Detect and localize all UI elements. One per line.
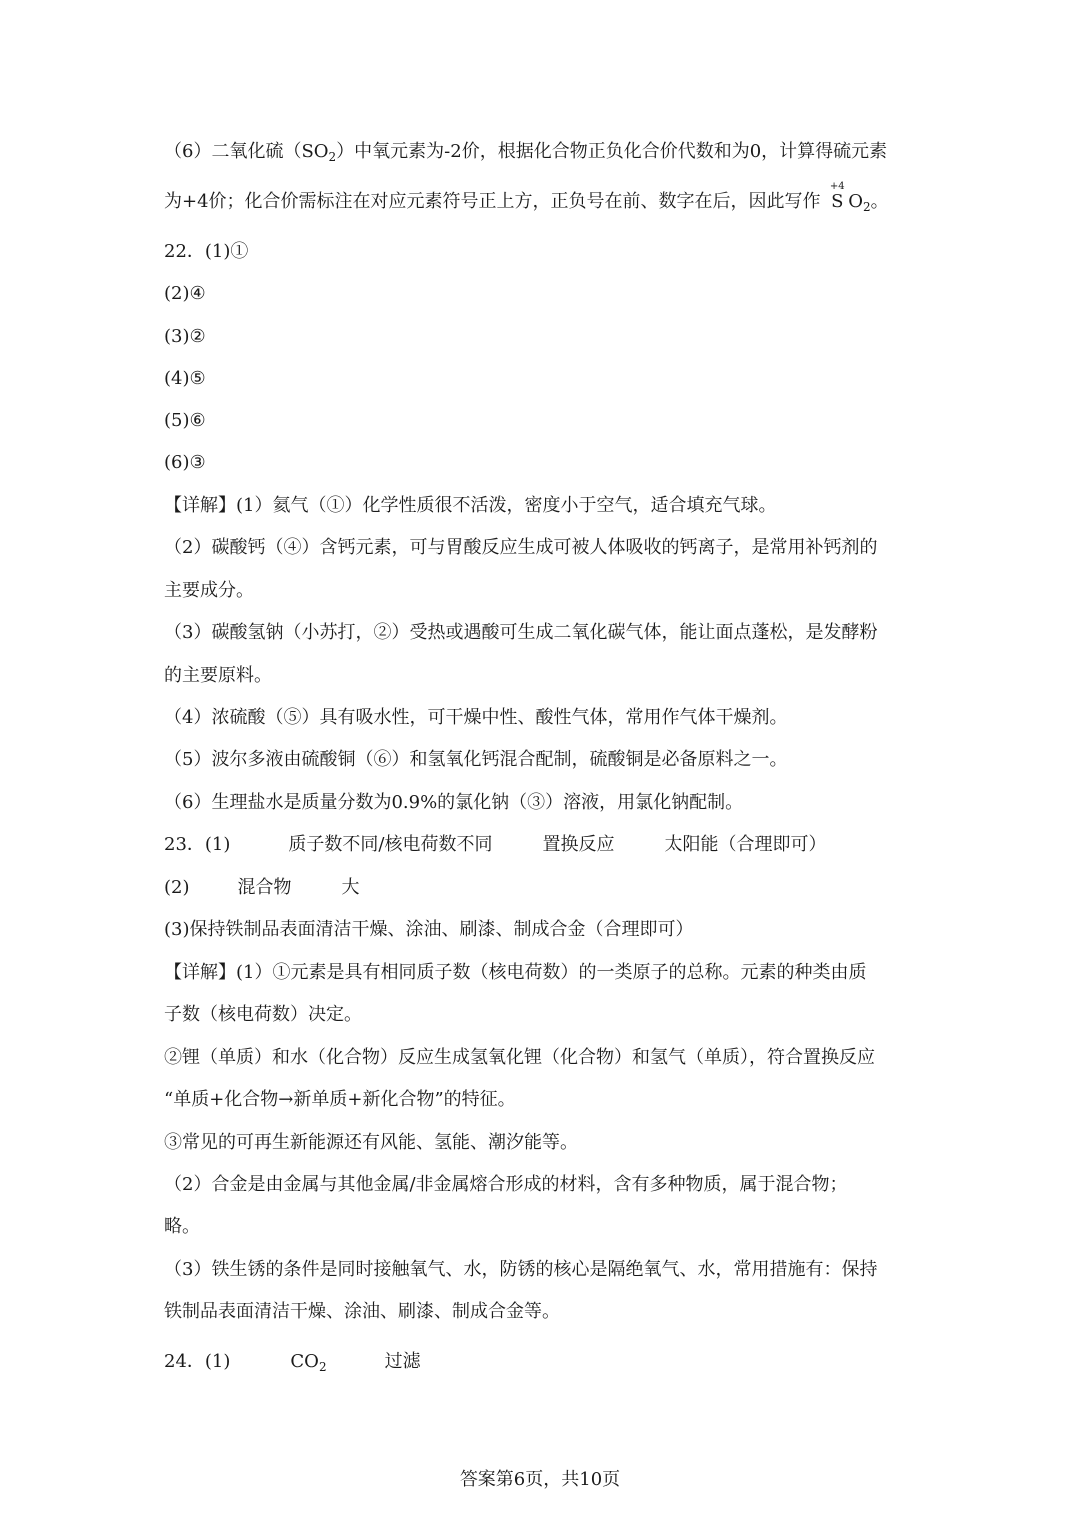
q23-explanation-line: “单质+化合物→新单质+新化合物”的特征。	[164, 1089, 516, 1110]
formula-element: O	[848, 191, 864, 212]
question-number: 23．(1)	[164, 834, 231, 855]
valence-charge: +4	[829, 181, 845, 192]
page-footer: 答案第6页，共10页	[459, 1469, 621, 1490]
text-segment: 。	[870, 191, 889, 212]
question-number: (2)	[164, 877, 190, 898]
q22-answer-4: (4)⑤	[164, 368, 206, 389]
subscript: 2	[318, 1360, 327, 1374]
q22-explanation-line: （2）碳酸钙（④）含钙元素，可与胃酸反应生成可被人体吸收的钙离子，是常用补钙剂的	[164, 537, 878, 558]
q22-explanation-line: （3）碳酸氢钠（小苏打，②）受热或遇酸可生成二氧化碳气体，能让面点蓬松，是发酵粉	[164, 622, 878, 643]
q23-explanation-line: 略。	[164, 1216, 200, 1237]
q22-answer-6: (6)③	[164, 452, 206, 473]
q23-explanation-line: （2）合金是由金属与其他金属/非金属熔合形成的材料，含有多种物质，属于混合物；	[164, 1174, 848, 1195]
q24-answer-1	[164, 1350, 930, 1374]
q21-6-line-1	[164, 140, 930, 164]
q23-answer-1	[164, 833, 930, 857]
q23-explanation-line: ②锂（单质）和水（化合物）反应生成氢氧化锂（化合物）和氢气（单质），符合置换反应	[164, 1047, 875, 1068]
q22-explanation-line: 的主要原料。	[164, 665, 272, 686]
subscript: 2	[863, 200, 871, 214]
subscript: 2	[328, 150, 337, 164]
q22-explanation-line: （5）波尔多液由硫酸铜（⑥）和氢氧化钙混合配制，硫酸铜是必备原料之一。	[164, 749, 788, 770]
text-segment: 为+4价；化合价需标注在对应元素符号正上方，正负号在前、数字在后，因此写作	[164, 191, 821, 212]
q23-answer-2	[164, 876, 930, 900]
q22-answer-1: 22．(1)①	[164, 241, 249, 262]
answer-blank: 置换反应	[542, 834, 615, 855]
q22-answer-2: (2)④	[164, 283, 206, 304]
q22-answer-3: (3)②	[164, 326, 206, 347]
answer-blank: 太阳能（合理即可）	[664, 834, 827, 855]
q22-answer-5: (5)⑥	[164, 410, 206, 431]
q21-6-line-2	[164, 181, 930, 214]
q23-explanation-line: ③常见的可再生新能源还有风能、氢能、潮汐能等。	[164, 1132, 578, 1153]
q22-explanation-line: 主要成分。	[164, 580, 254, 601]
text-segment: （6）二氧化硫（SO	[164, 141, 329, 162]
question-number: 24．(1)	[164, 1351, 231, 1372]
formula-element: S	[831, 191, 844, 212]
q23-explanation-line: 铁制品表面清洁干燥、涂油、刷漆、制成合金等。	[164, 1301, 560, 1322]
q23-explanation-line: 【详解】(1）①元素是具有相同质子数（核电荷数）的一类原子的总称。元素的种类由质	[164, 962, 867, 983]
formula-element: CO	[290, 1351, 319, 1372]
q23-explanation-line: （3）铁生锈的条件是同时接触氧气、水，防锈的核心是隔绝氧气、水，常用措施有：保持	[164, 1259, 878, 1280]
q22-explanation-line: （6）生理盐水是质量分数为0.9%的氯化钠（③）溶液，用氯化钠配制。	[164, 792, 744, 813]
answer-blank: 过滤	[384, 1351, 421, 1372]
answer-blank: 混合物	[237, 877, 292, 898]
q22-explanation-line: 【详解】(1）氦气（①）化学性质很不活泼，密度小于空气，适合填充气球。	[164, 495, 777, 516]
q22-explanation-line: （4）浓硫酸（⑤）具有吸水性，可干燥中性、酸性气体，常用作气体干燥剂。	[164, 707, 788, 728]
valence-formula	[826, 181, 848, 212]
text-segment: ）中氧元素为-2价，根据化合物正负化合价代数和为0，计算得硫元素	[336, 141, 888, 162]
q23-answer-3: (3)保持铁制品表面清洁干燥、涂油、刷漆、制成合金（合理即可）	[164, 919, 694, 940]
answer-blank: 大	[341, 877, 360, 898]
answer-blank: 质子数不同/核电荷数不同	[288, 834, 493, 855]
q23-explanation-line: 子数（核电荷数）决定。	[164, 1004, 362, 1025]
